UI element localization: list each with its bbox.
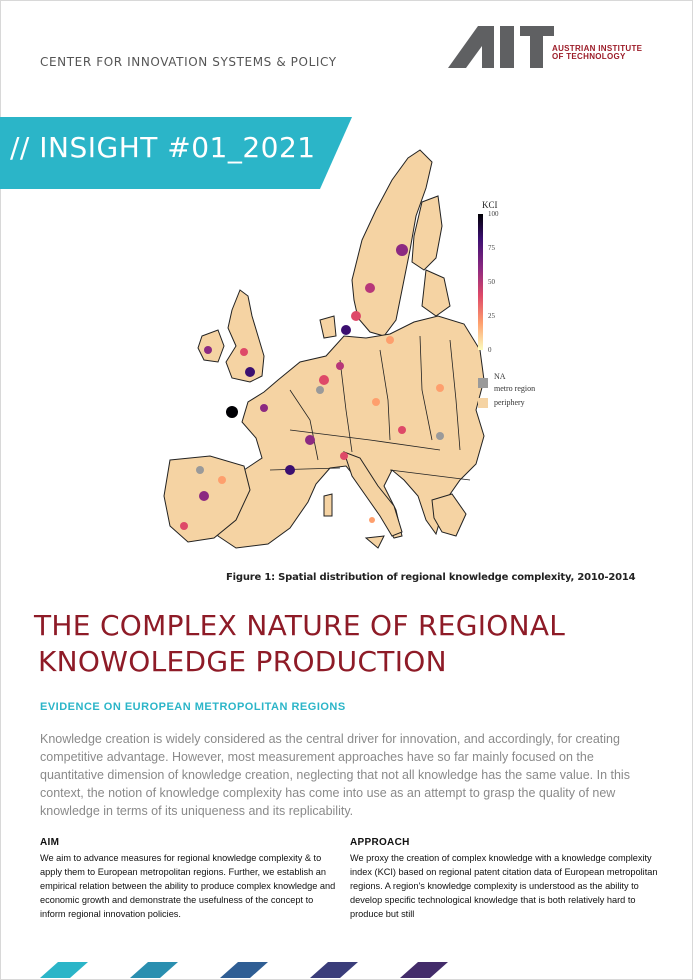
legend-label-periphery: periphery: [494, 398, 525, 407]
map-sicily: [366, 536, 384, 548]
europe-kci-map: [140, 140, 520, 570]
figure-caption: Figure 1: Spatial distribution of regional knowledge complexity, 2010-2014: [226, 572, 636, 583]
map-baltics: [422, 270, 450, 316]
map-denmark: [320, 316, 336, 338]
logo-line-1: AUSTRIAN INSTITUTE: [552, 44, 643, 53]
map-legend: [470, 200, 560, 420]
title-line-1: THE COMPLEX NATURE OF REGIONAL: [34, 609, 566, 642]
footer-stripe: [400, 962, 448, 978]
legend-label-metro: metro region: [494, 384, 536, 393]
aim-heading: AIM: [40, 837, 60, 848]
intro-paragraph: Knowledge creation is widely considered as the central driver for innovation, and accordingly, for creating competitive advantage. However, most measurement approaches have so far mainly focused on the quantitative dimension of knowledge creation, neglecting that not all knowledge has the same value. In this context, the notion of knowledge complexity has come into use as an attempt to grasp the quality of new knowledge in terms of its uniqueness and its replicability.: [40, 732, 630, 818]
ait-logo-text: [552, 45, 642, 61]
approach-text: We proxy the creation of complex knowledge with a knowledge complexity index (KCI) based on regional patent citation data of European metropolitan regions. A region's knowledge complexity is understood as the ability to develop specific technological knowledge that is both relatively hard to produce but still: [350, 853, 658, 919]
map-sardinia: [324, 494, 332, 516]
legend-swatch-na: [478, 378, 488, 388]
subtitle: EVIDENCE ON EUROPEAN METROPOLITAN REGIONS: [40, 701, 346, 713]
approach-heading: APPROACH: [350, 837, 410, 848]
legend-tick: 75: [488, 244, 495, 252]
footer-stripe: [130, 962, 178, 978]
title-line-2: KNOWOLEDGE PRODUCTION: [38, 645, 447, 678]
legend-label-na: NA: [494, 372, 506, 381]
legend-colorbar: [478, 214, 483, 350]
legend-swatch-periphery: [478, 398, 488, 408]
map-great-britain: [226, 290, 264, 382]
legend-tick: 0: [488, 346, 492, 354]
map-ireland: [198, 330, 224, 362]
banner-text: // INSIGHT #01_2021: [10, 131, 316, 164]
approach-section: [350, 836, 666, 921]
footer-stripe: [40, 962, 88, 978]
legend-tick: 50: [488, 278, 495, 286]
footer-stripes: [40, 958, 460, 978]
legend-tick: 100: [488, 210, 499, 218]
legend-tick: 25: [488, 312, 495, 320]
footer-stripe: [310, 962, 358, 978]
center-label: CENTER FOR INNOVATION SYSTEMS & POLICY: [40, 55, 337, 69]
logo-line-2: OF TECHNOLOGY: [552, 52, 626, 61]
aim-section: [40, 836, 340, 921]
aim-text: We aim to advance measures for regional knowledge complexity & to apply them to European metropolitan regions. Further, we establish an empirical relation between the ability to produce complex knowledge and economic growth and demonstrate the usefulness of the concept to inform regional innovation policies.: [40, 853, 336, 919]
footer-stripe: [220, 962, 268, 978]
legend-title: KCI: [482, 200, 498, 210]
page-title: [34, 608, 565, 680]
